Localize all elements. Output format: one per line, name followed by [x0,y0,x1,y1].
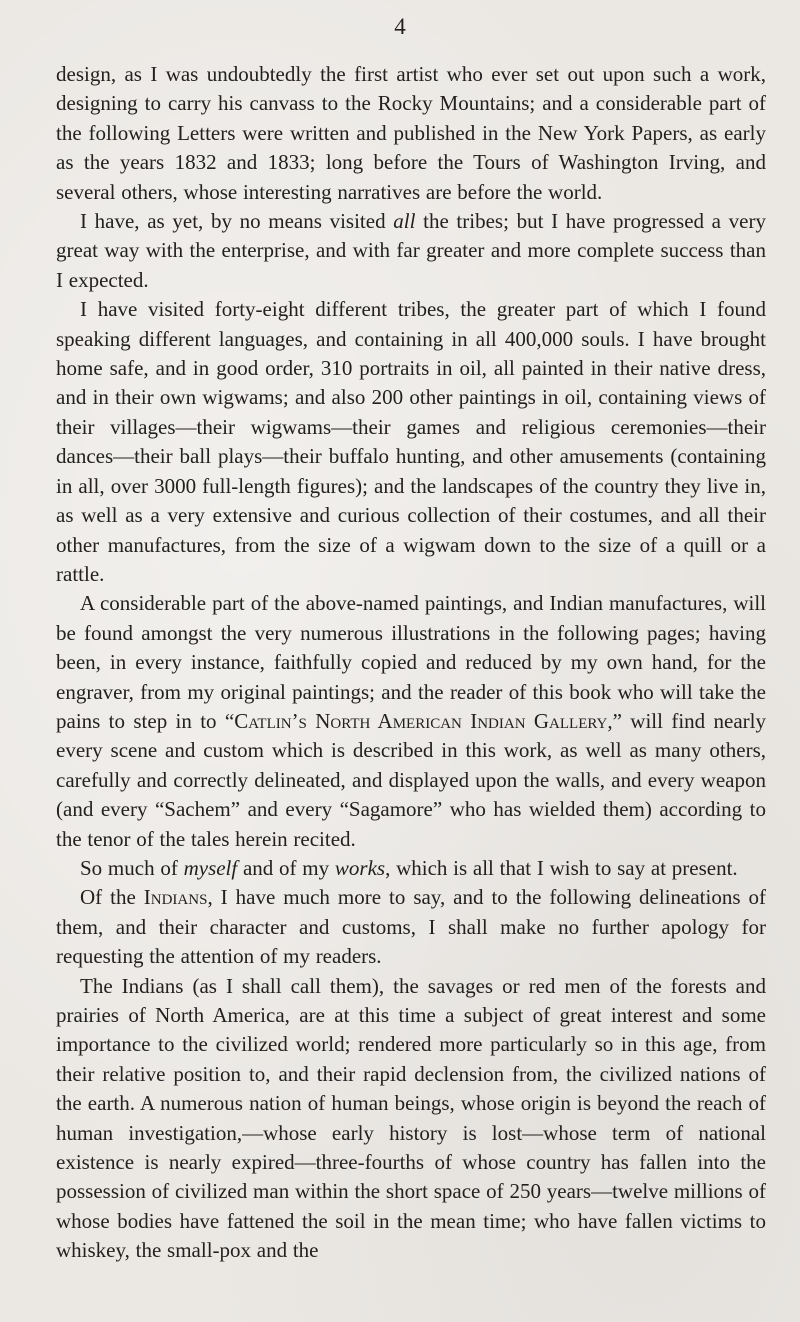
body-text [56,60,766,1266]
paragraph-3: I have visited forty-eight different tribes, the greater part of which I found speaking different languages, and containing in all 400,000 souls. I have brought home safe, and in good order, 310 portraits in oil, all painted in their native dress, and in their own wigwams; and also 200 other paintings in oil, containing views of their villages—their wigwams—their games and religious ceremonies—their dances—their ball plays—their buffalo hunting, and other amusements (containing in all, over 3000 full-length figures); and the landscapes of the country they live in, as well as a very extensive and curious collection of their costumes, and all their other manufactures, from the size of a wigwam down to the size of a quill or a rattle. [56,297,766,586]
paragraph-2 [56,207,766,295]
paragraph-6-part-a: Of the [80,885,144,910]
paragraph-2-emphasis: all [393,209,416,234]
paragraph-6 [56,883,766,971]
paragraph-1: design, as I was undoubtedly the first artist who ever set out upon such a work, designing to carry his canvass to the Rocky Mountains; and a considerable part of the following Letters were written and published in the New York Papers, as early as the years 1832 and 1833; long before the Tours of Washington Irving, and several others, whose interesting narratives are before the world. [56,62,766,204]
paragraph-2-part-a: I have, as yet, by no means visited [80,209,394,234]
indians-small-caps: Indians [143,885,208,910]
gallery-name: Catlin’s North American Indian Gallery [234,708,608,733]
paragraph-7: The Indians (as I shall call them), the savages or red men of the forests and prairies of North America, are at this time a subject of great interest and some importance to the civilized world; rendered more particularly so in this age, from their relative position to, and their rapid declension from, the civilized nations of the earth. A numerous nation of human beings, whose origin is beyond the reach of human investigation,—whose early history is lost—whose term of national existence is nearly expired—three-fourths of whose country has fallen into the possession of civilized man within the short space of 250 years—twelve millions of whose bodies have fattened the soil in the mean time; who have fallen victims to whiskey, the small-pox and the [56,973,766,1263]
paragraph-2-part-b: the tribes; but I have progressed a very great way with the enterprise, and with far greater and more complete success than I expected. [56,209,766,292]
paragraph-5-part-c: , which is all that I wish to say at present. [385,855,738,880]
paragraph-4-part-a: A considerable part of the above-named paintings, and Indian manufactures, will be found amongst the very numerous illustrations in the following pages; having been, in every instance, faithfully copied and reduced by my own hand, for the engraver, from my original paintings; and the reader of this book who will take the pains to step in to “ [56,591,766,733]
paragraph-5-part-a: So much of [80,855,184,880]
page-number: 4 [394,14,406,39]
paragraph-4-part-b: ,” will find nearly every scene and custom which is described in this work, as well as many others, carefully and correctly delineated, and displayed upon the walls, and every weapon (and every “Sachem” and every “Sagamore” who has wielded them) according to the tenor of the tales herein recited. [56,708,766,851]
paragraph-6-part-b: , I have much more to say, and to the following delineations of them, and their character and customs, I shall make no further apology for requesting the attention of my readers. [56,885,766,969]
paragraph-5-part-b: and of my [237,855,335,880]
paragraph-5-emphasis-2: works [334,855,386,880]
paragraph-5 [56,854,766,883]
paragraph-4 [56,589,766,854]
paragraph-5-emphasis-1: myself [183,855,238,880]
